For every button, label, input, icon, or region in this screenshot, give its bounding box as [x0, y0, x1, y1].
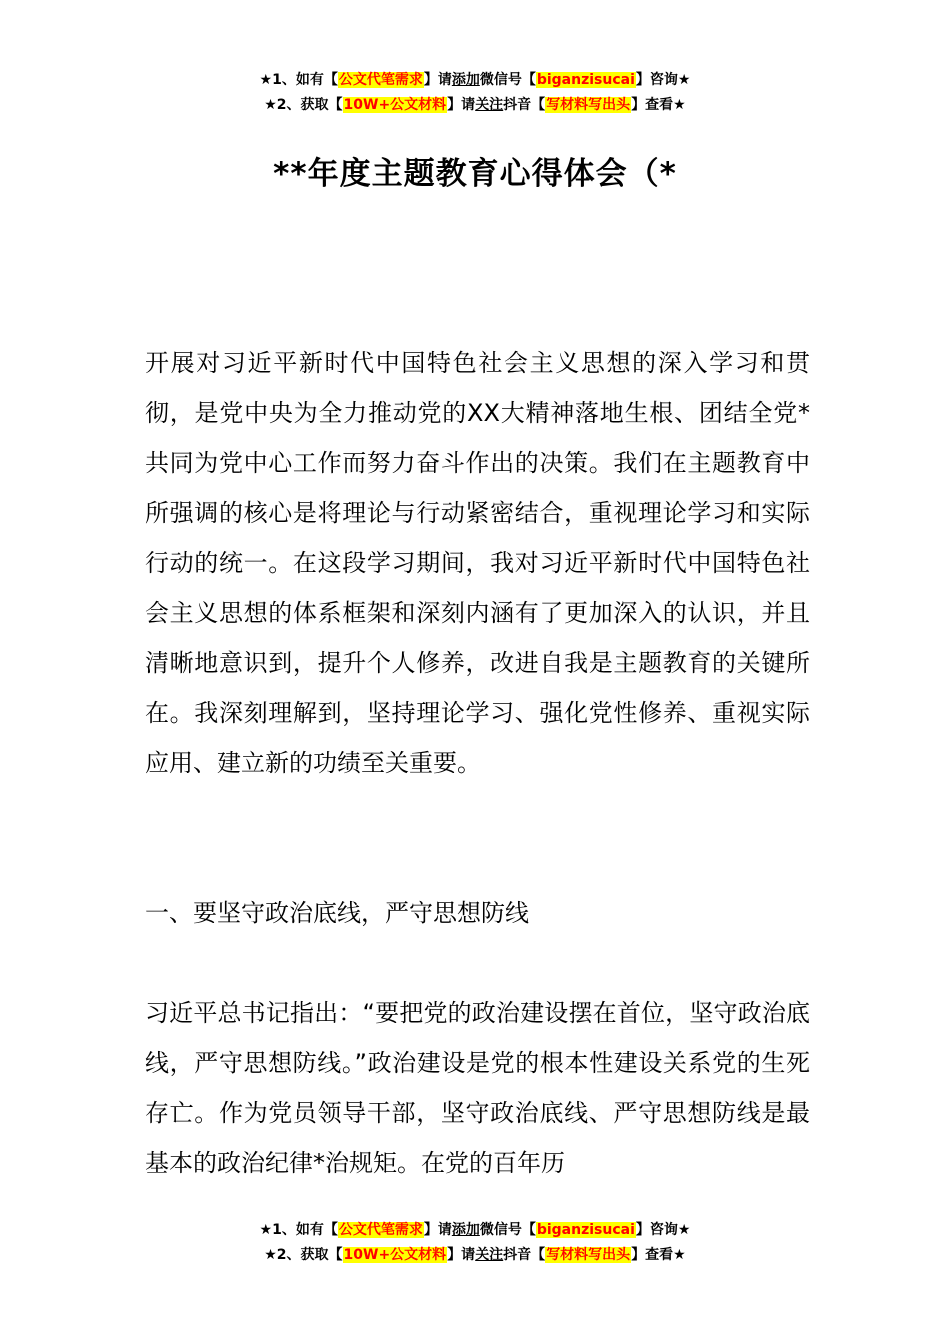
footer-line-1-prefix: ★1、如有【	[259, 1222, 338, 1238]
footer-line-2-highlight-materials: 10W+公文材料	[343, 1247, 447, 1263]
header-line-2-mid1: 】请	[447, 97, 476, 113]
header-line-2-suffix: 】查看★	[631, 97, 686, 113]
footer-line-2-underlined: 关注	[475, 1247, 504, 1263]
header-line-2-prefix: ★2、获取【	[264, 97, 343, 113]
header-line-1-mid2: 微信号【	[479, 72, 536, 88]
footer-line-2	[0, 1243, 950, 1268]
footer-line-2-mid1: 】请	[447, 1247, 476, 1263]
header-line-1-suffix: 】咨询★	[635, 72, 691, 88]
header-line-1-highlight-service: 公文代笔需求	[338, 72, 423, 88]
header-line-1-highlight-wechat: biganzisucai	[536, 72, 635, 88]
header-line-2-highlight-douyin: 写材料写出头	[546, 97, 631, 113]
footer-line-1	[0, 1218, 950, 1243]
footer-line-1-mid2: 微信号【	[479, 1222, 536, 1238]
section-heading-1: 一、要坚守政治底线，严守思想防线	[145, 899, 529, 927]
footer-line-1-highlight-wechat: biganzisucai	[536, 1222, 635, 1238]
footer-line-1-suffix: 】咨询★	[635, 1222, 691, 1238]
footer-line-2-suffix: 】查看★	[631, 1247, 686, 1263]
paragraph-section-1: 习近平总书记指出：“要把党的政治建设摆在首位，坚守政治底线，严守思想防线。”政治建设是党的根本性建设关系党的生死存亡。作为党员领导干部，坚守政治底线、严守思想防线是最基本的政治纪律*治规矩。在党的百年历	[145, 999, 810, 1177]
header-line-2-underlined: 关注	[475, 97, 504, 113]
header-line-1-underlined: 添加	[451, 72, 480, 88]
footer-line-1-underlined: 添加	[451, 1222, 480, 1238]
document-title: **年度主题教育心得体会（*	[273, 156, 677, 192]
footer-line-1-highlight-service: 公文代笔需求	[338, 1222, 423, 1238]
footer-line-2-prefix: ★2、获取【	[264, 1247, 343, 1263]
header-banner	[0, 68, 950, 118]
header-line-1-mid1: 】请	[423, 72, 452, 88]
footer-line-2-mid2: 抖音【	[503, 1247, 546, 1263]
paragraph-intro: 开展对习近平新时代中国特色社会主义思想的深入学习和贯彻，是党中央为全力推动党的XX大精神落地生根、团结全党*共同为党中心工作而努力奋斗作出的决策。我们在主题教育中所强调的核心是将理论与行动紧密结合，重视理论学习和实际行动的统一。在这段学习期间，我对习近平新时代中国特色社会主义思想的体系框架和深刻内涵有了更加深入的认识，并且清晰地意识到，提升个人修养，改进自我是主题教育的关键所在。我深刻理解到，坚持理论学习、强化党性修养、重视实际应用、建立新的功绩至关重要。	[145, 349, 810, 777]
header-line-2-highlight-materials: 10W+公文材料	[343, 97, 447, 113]
header-line-1	[0, 68, 950, 93]
footer-line-1-mid1: 】请	[423, 1222, 452, 1238]
header-line-1-prefix: ★1、如有【	[259, 72, 338, 88]
header-line-2	[0, 93, 950, 118]
header-line-2-mid2: 抖音【	[503, 97, 546, 113]
footer-banner	[0, 1218, 950, 1268]
footer-line-2-highlight-douyin: 写材料写出头	[546, 1247, 631, 1263]
